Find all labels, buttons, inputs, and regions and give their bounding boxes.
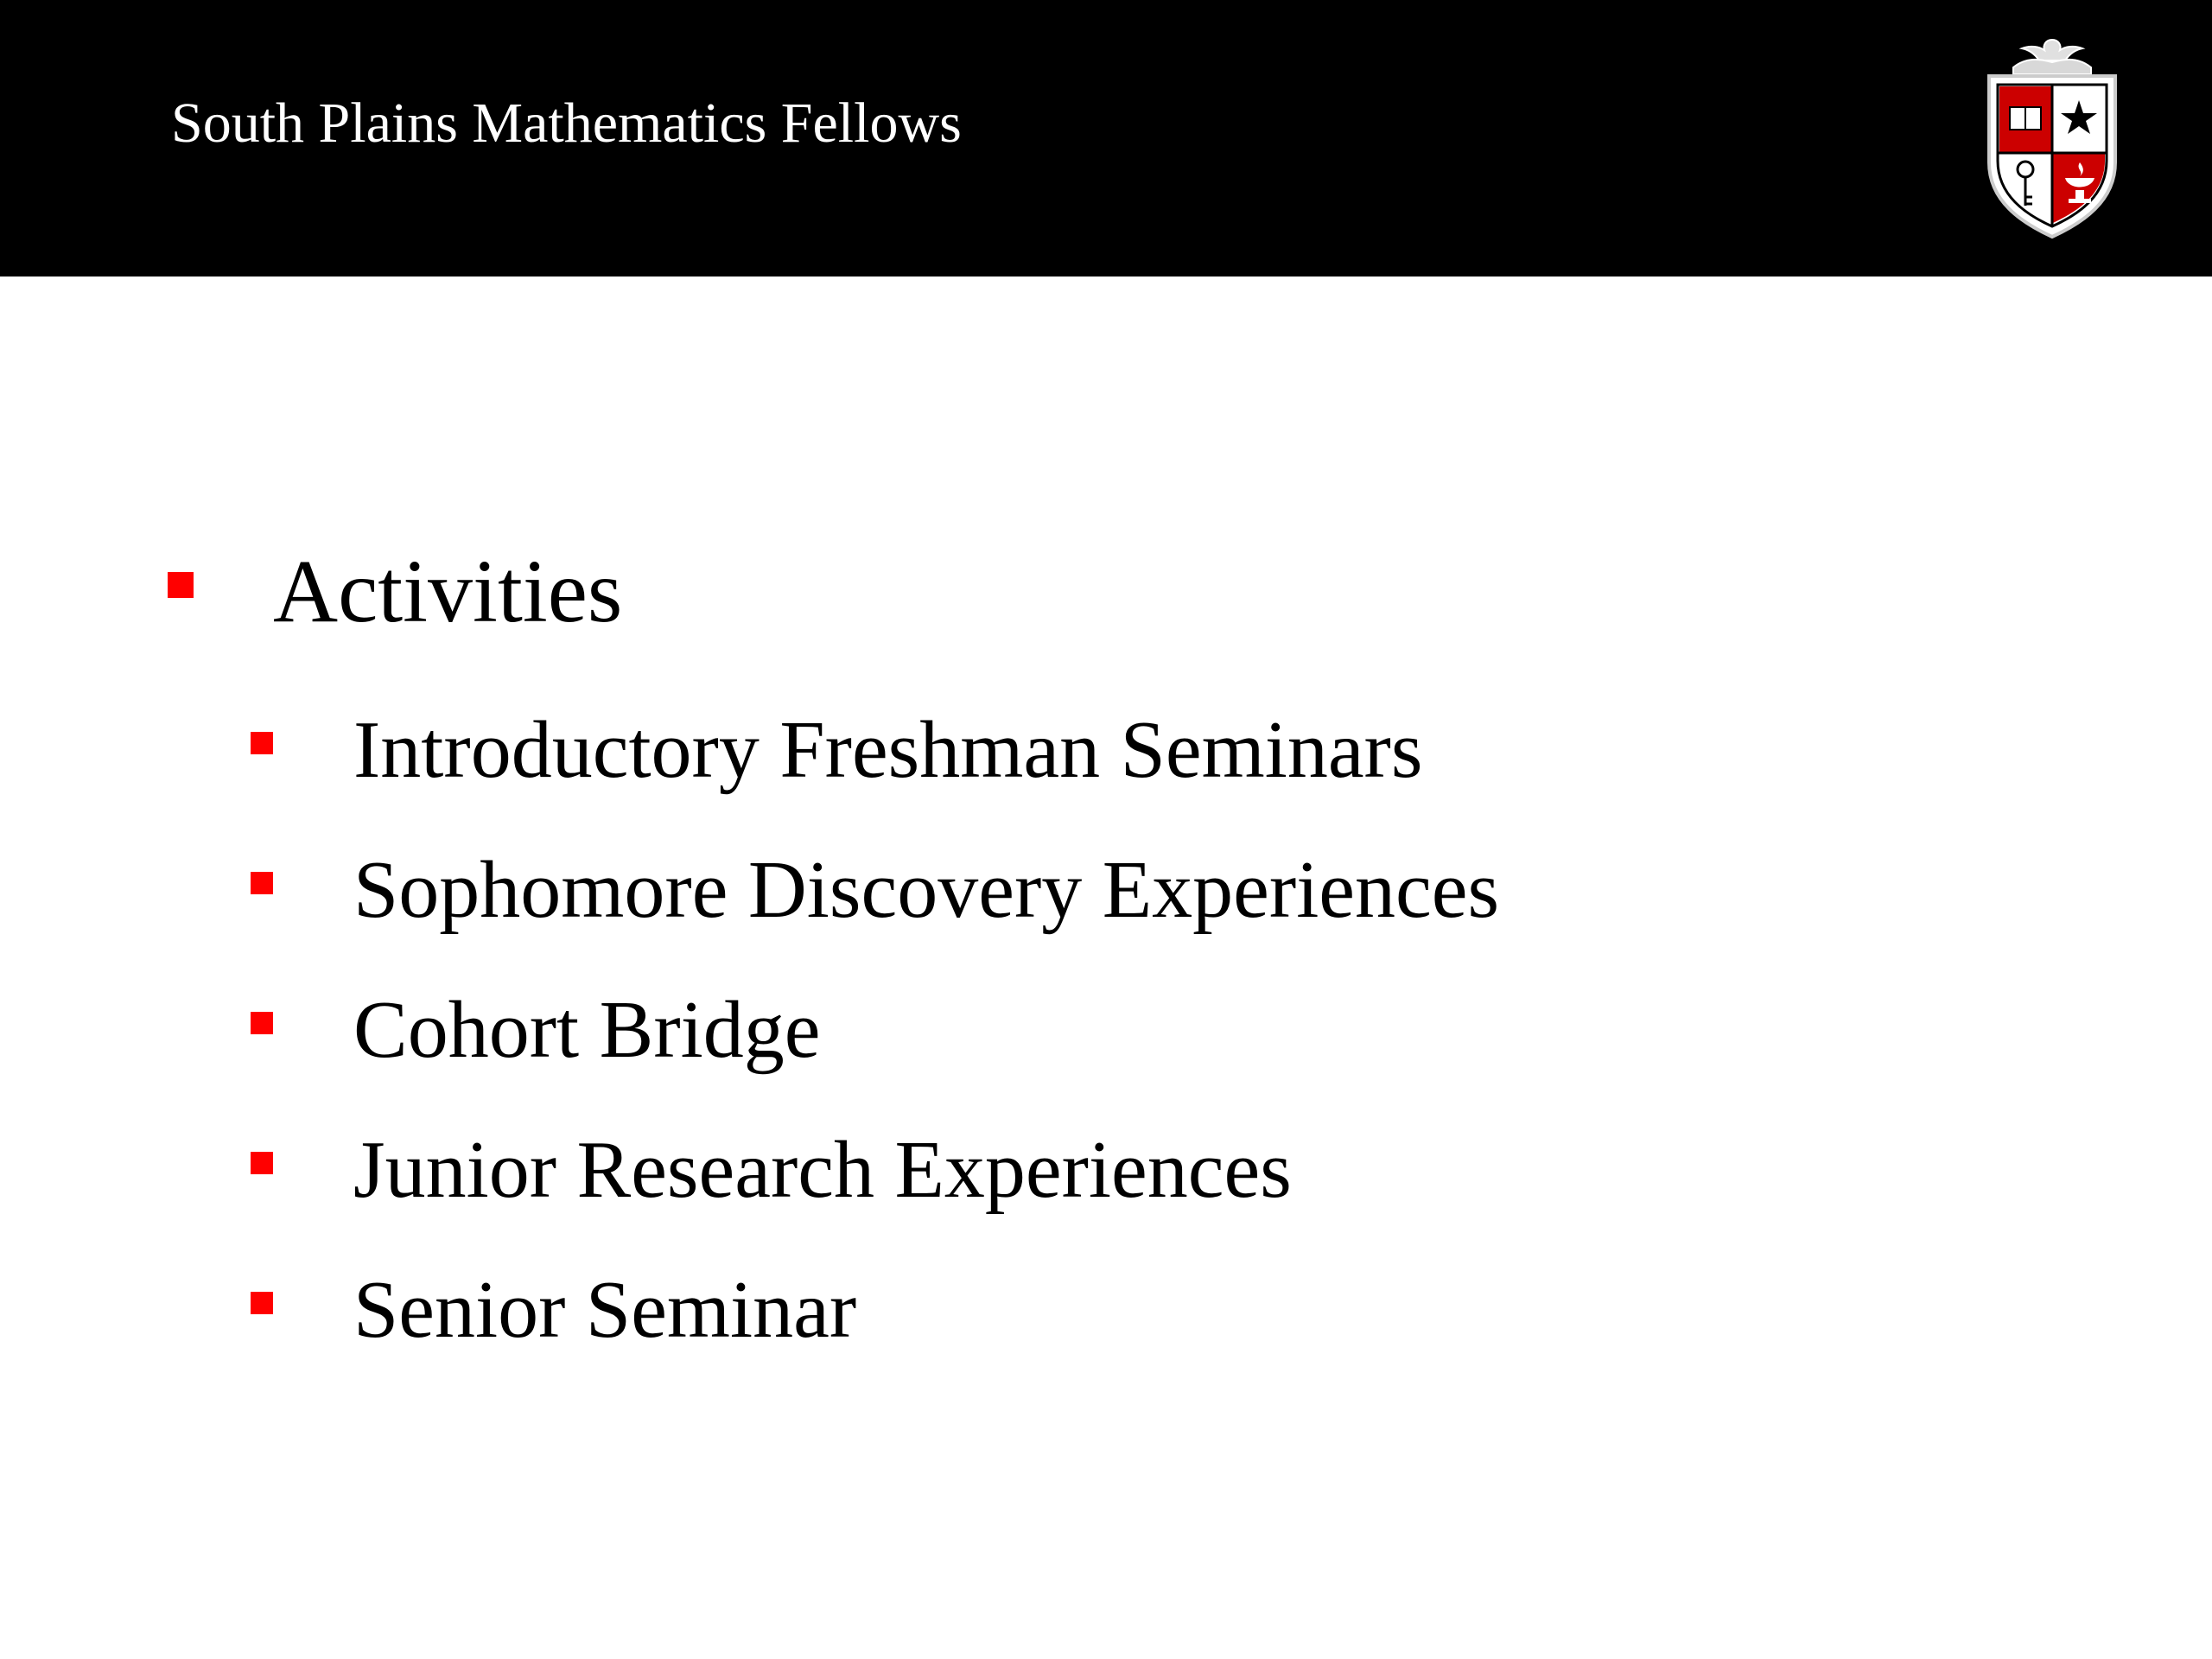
bullet-square-icon xyxy=(168,572,194,598)
sub-bullet-label: Senior Seminar xyxy=(353,1265,857,1355)
bullet-square-icon xyxy=(251,1292,273,1314)
sub-bullet-label: Junior Research Experiences xyxy=(353,1125,1292,1215)
sub-bullet-label: Introductory Freshman Seminars xyxy=(353,705,1423,795)
sub-bullet-item xyxy=(251,1125,1806,1220)
bullet-label: Activities xyxy=(273,542,623,641)
sub-bullet-item xyxy=(251,985,1806,1080)
bullet-item-activities xyxy=(168,543,772,646)
sub-bullet-item xyxy=(251,1265,1806,1360)
sub-bullet-label: Cohort Bridge xyxy=(353,985,821,1075)
header-title: South Plains Mathematics Fellows xyxy=(171,92,962,155)
bullet-square-icon xyxy=(251,872,273,894)
bullet-square-icon xyxy=(251,1152,273,1174)
sub-bullet-label: Sophomore Discovery Experiences xyxy=(353,845,1500,935)
bullet-square-icon xyxy=(251,732,273,754)
sub-bullet-item xyxy=(251,845,1806,940)
sub-bullet-item xyxy=(251,705,1806,800)
bullet-square-icon xyxy=(251,1012,273,1034)
